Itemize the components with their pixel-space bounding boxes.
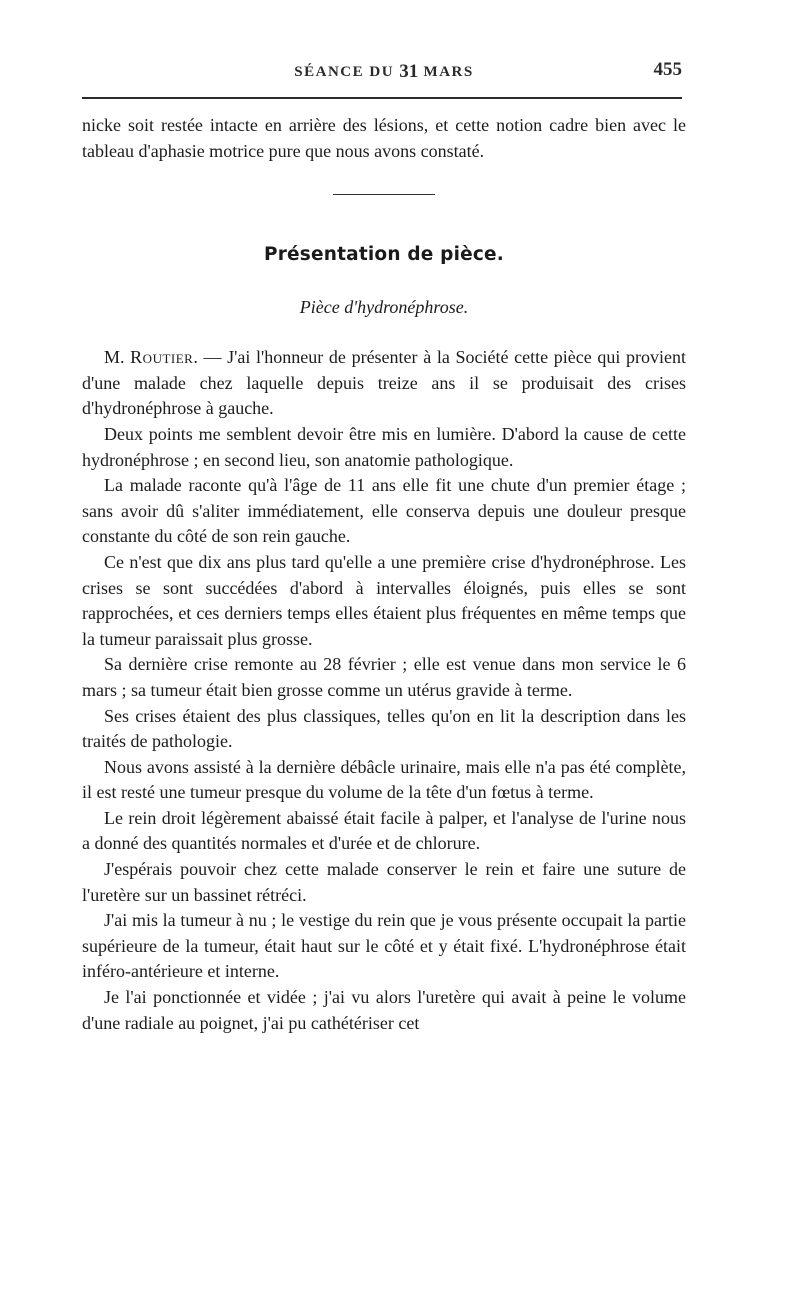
paragraph-11: Je l'ai ponctionnée et vidée ; j'ai vu alors l'uretère qui avait à peine le volume d'une radiale au poignet, j'ai pu cathétériser cet bbox=[82, 987, 686, 1033]
paragraph-1-text: J'ai l'honneur de présenter à la Société cette pièce qui provient d'une malade chez laquelle depuis treize ans il se produisait des crises d'hydronéphrose à gauche. bbox=[82, 347, 686, 419]
body-text bbox=[82, 113, 686, 1036]
running-header bbox=[82, 60, 686, 84]
author-prefix: M. bbox=[104, 347, 131, 368]
paragraph-8: Le rein droit légèrement abaissé était facile à palper, et l'analyse de l'urine nous a donné des quantités normales et d'urée et de chlorure. bbox=[82, 807, 686, 854]
paragraph-10: J'ai mis la tumeur à nu ; le vestige du rein que je vous présente occupait la partie supérieure de la tumeur, était haut sur le côté et y était fixé. L'hydronéphrose était inféro-antérieure et interne. bbox=[82, 910, 686, 982]
header-rule bbox=[82, 97, 682, 99]
author-name: Routier bbox=[130, 347, 194, 368]
continuation-paragraph: nicke soit restée intacte en arrière des lésions, et cette notion cadre bien avec le tableau d'aphasie motrice pure que nous avons constaté. bbox=[82, 115, 686, 161]
paragraph-3: La malade raconte qu'à l'âge de 11 ans elle fit une chute d'un premier étage ; sans avoir dû s'aliter immédiatement, elle conserva depuis une douleur presque constante du côté de son rein gauche. bbox=[82, 475, 686, 547]
paragraph-9: J'espérais pouvoir chez cette malade conserver le rein et faire une suture de l'uretère sur un bassinet rétréci. bbox=[82, 859, 686, 905]
section-subtitle: Pièce d'hydronéphrose. bbox=[299, 297, 469, 318]
running-title-prefix: SÉANCE DU bbox=[294, 64, 400, 80]
running-title bbox=[82, 60, 686, 82]
page-number: 455 bbox=[653, 59, 682, 80]
section-title: Présentation de pièce. bbox=[263, 244, 505, 266]
section-separator bbox=[333, 194, 435, 195]
paragraph-6: Ses crises étaient des plus classiques, telles qu'on en lit la description dans les traités de pathologie. bbox=[82, 705, 686, 752]
paragraph-4: Ce n'est que dix ans plus tard qu'elle a une première crise d'hydronéphrose. Les crises se sont succédées d'abord à intervalles éloignés, puis elles se sont rapprochées, et ces derniers temps elles étaient plus fréquentes en même temps que la tumeur paraissait plus grosse. bbox=[82, 551, 686, 649]
running-title-month: MARS bbox=[418, 64, 474, 80]
author-suffix: . — bbox=[193, 347, 228, 368]
paragraph-7: Nous avons assisté à la dernière débâcle urinaire, mais elle n'a pas été complète, il est resté une tumeur presque du volume de la tête d'un fœtus à terme. bbox=[82, 756, 686, 803]
paragraph-5: Sa dernière crise remonte au 28 février ; elle est venue dans mon service le 6 mars ; sa tumeur était bien grosse comme un utérus gravide à terme. bbox=[82, 654, 686, 700]
paragraph-1 bbox=[82, 345, 686, 422]
article bbox=[82, 345, 686, 1036]
running-title-day: 31 bbox=[399, 61, 419, 82]
paragraph-2: Deux points me semblent devoir être mis en lumière. D'abord la cause de cette hydronéphrose ; en second lieu, son anatomie pathologique. bbox=[82, 423, 686, 470]
